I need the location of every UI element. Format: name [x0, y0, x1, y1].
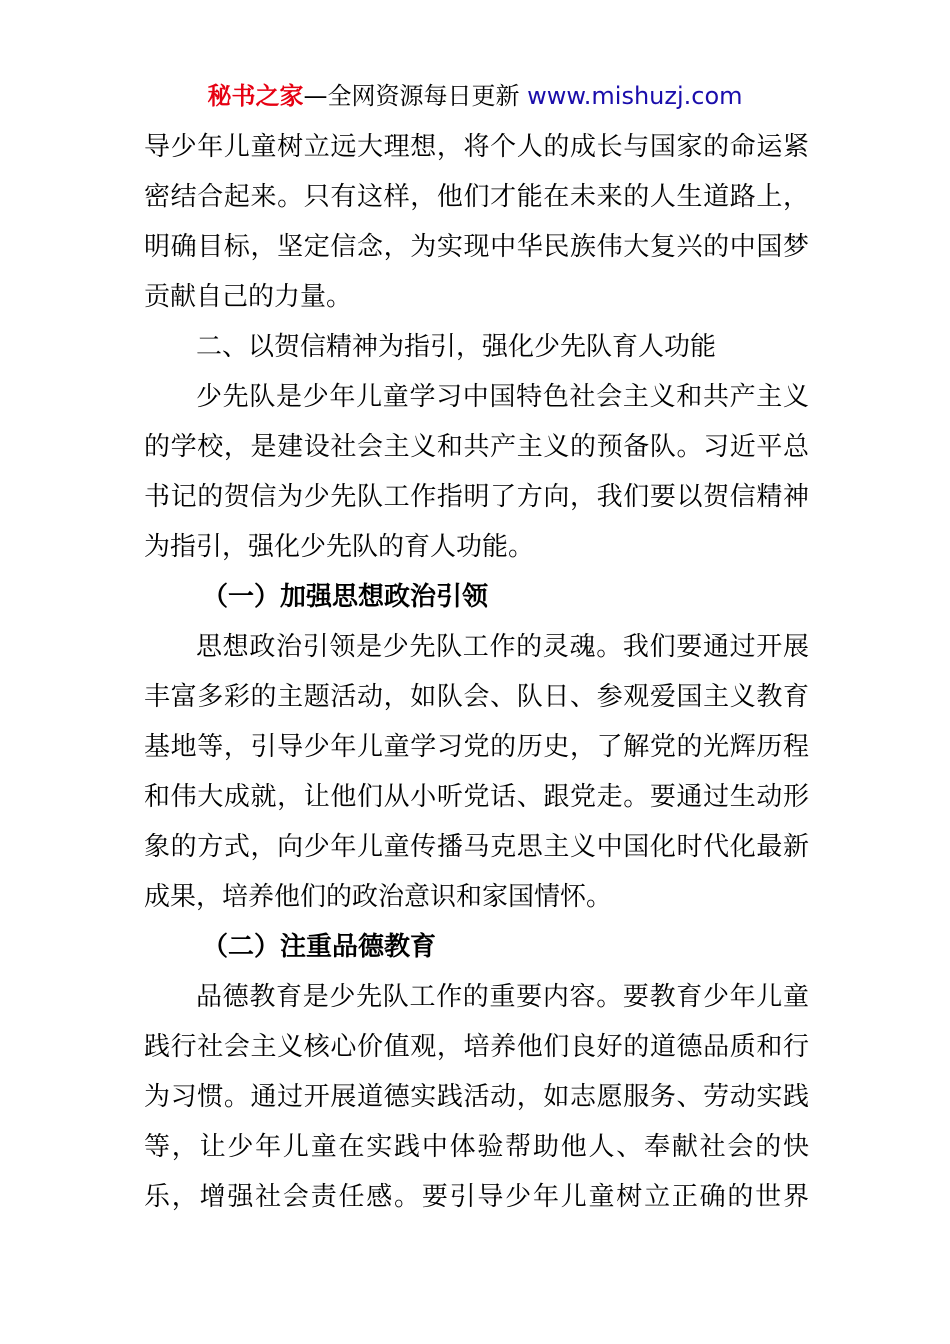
paragraph-line: 乐，增强社会责任感。要引导少年儿童树立正确的世界 — [144, 1182, 809, 1212]
paragraph-line: 导少年儿童树立远大理想，将个人的成长与国家的命运紧 — [144, 132, 809, 162]
paragraph-line: 贡献自己的力量。 — [144, 282, 353, 312]
paragraph-line: 品德教育是少先队工作的重要内容。要教育少年儿童 — [196, 982, 809, 1012]
subsection-heading: （二）注重品德教育 — [202, 932, 437, 962]
paragraph-line: 为指引，强化少先队的育人功能。 — [144, 532, 535, 562]
document-body — [144, 122, 809, 1222]
paragraph-line: 象的方式，向少年儿童传播马克思主义中国化时代化最新 — [144, 832, 809, 862]
paragraph-line: 少先队是少年儿童学习中国特色社会主义和共产主义 — [196, 382, 809, 412]
section-heading: 二、以贺信精神为指引，强化少先队育人功能 — [196, 332, 717, 362]
paragraph-line: 密结合起来。只有这样，他们才能在未来的人生道路上， — [144, 182, 809, 212]
paragraph-line: 和伟大成就，让他们从小听党话、跟党走。要通过生动形 — [144, 782, 809, 812]
paragraph-line: 为习惯。通过开展道德实践活动，如志愿服务、劳动实践 — [144, 1082, 809, 1112]
paragraph-line: 的学校，是建设社会主义和共产主义的预备队。习近平总 — [144, 432, 809, 462]
paragraph-line: 明确目标，坚定信念，为实现中华民族伟大复兴的中国梦 — [144, 232, 809, 262]
paragraph-line: 基地等，引导少年儿童学习党的历史，了解党的光辉历程 — [144, 732, 809, 762]
paragraph-line: 成果，培养他们的政治意识和家国情怀。 — [144, 882, 613, 912]
subsection-heading: （一）加强思想政治引领 — [202, 582, 489, 612]
site-header — [0, 80, 950, 112]
brand-name: 秘书之家 — [207, 82, 304, 110]
paragraph-line: 思想政治引领是少先队工作的灵魂。我们要通过开展 — [196, 632, 809, 662]
paragraph-line: 等，让少年儿童在实践中体验帮助他人、奉献社会的快 — [144, 1132, 809, 1162]
paragraph-line: 书记的贺信为少先队工作指明了方向，我们要以贺信精神 — [144, 482, 809, 512]
site-url-link[interactable]: www.mishuzj.com — [527, 82, 743, 110]
paragraph-line: 践行社会主义核心价值观，培养他们良好的道德品质和行 — [144, 1032, 809, 1062]
paragraph-line: 丰富多彩的主题活动，如队会、队日、参观爱国主义教育 — [144, 682, 809, 712]
header-tagline: —全网资源每日更新 — [303, 82, 520, 110]
